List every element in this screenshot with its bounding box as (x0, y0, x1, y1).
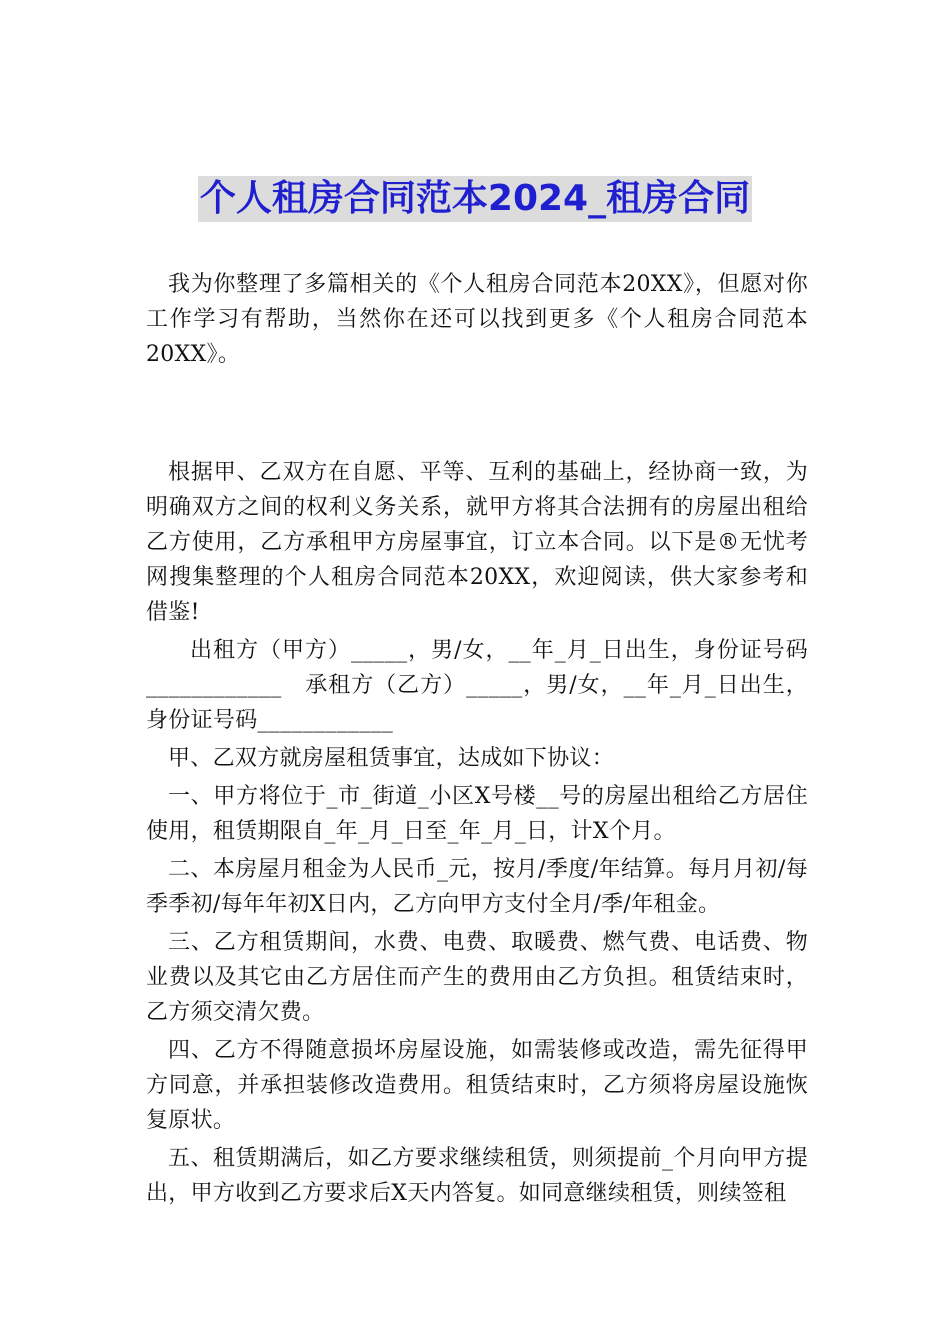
intro-paragraph: 我为你整理了多篇相关的《个人租房合同范本20XX》，但愿对你工作学习有帮助，当然你在还可以找到更多《个人租房合同范本20XX》。 (146, 272, 808, 367)
document-title: 个人租房合同范本2024_租房合同 (198, 176, 752, 222)
clause-2-paragraph: 二、本房屋月租金为人民币_元，按月/季度/年结算。每月月初/每季季初/每年年初X日内，乙方向甲方支付全月/季/年租金。 (146, 857, 808, 917)
agreement-lead-paragraph: 甲、乙双方就房屋租赁事宜，达成如下协议： (168, 746, 615, 771)
preamble-paragraph: 根据甲、乙双方在自愿、平等、互利的基础上，经协商一致，为明确双方之间的权利义务关系，就甲方将其合法拥有的房屋出租给乙方使用，乙方承租甲方房屋事宜，订立本合同。以下是®无忧考网搜集整理的个人租房合同范本20XX，欢迎阅读，供大家参考和借鉴! (146, 460, 808, 625)
contract-body (146, 455, 808, 1211)
clause-1-paragraph: 一、甲方将位于_市_街道_小区X号楼__号的房屋出租给乙方居住使用，租赁期限自_年_月_日至_年_月_日，计X个月。 (146, 784, 808, 844)
parties-paragraph: 出租方（甲方）_____，男/女，__年_月_日出生，身份证号码____________ 承租方（乙方）_____，男/女，__年_月_日出生，身份证号码____________ (146, 638, 808, 733)
title-container (0, 176, 950, 222)
clause-3-paragraph: 三、乙方租赁期间，水费、电费、取暖费、燃气费、电话费、物业费以及其它由乙方居住而产生的费用由乙方负担。租赁结束时，乙方须交清欠费。 (146, 930, 808, 1025)
clause-5-paragraph: 五、租赁期满后，如乙方要求继续租赁，则须提前_个月向甲方提出，甲方收到乙方要求后X天内答复。如同意继续租赁，则续签租 (146, 1146, 808, 1206)
clause-4-paragraph: 四、乙方不得随意损坏房屋设施，如需装修或改造，需先征得甲方同意，并承担装修改造费用。租赁结束时，乙方须将房屋设施恢复原状。 (146, 1038, 808, 1133)
intro-block (146, 267, 808, 372)
